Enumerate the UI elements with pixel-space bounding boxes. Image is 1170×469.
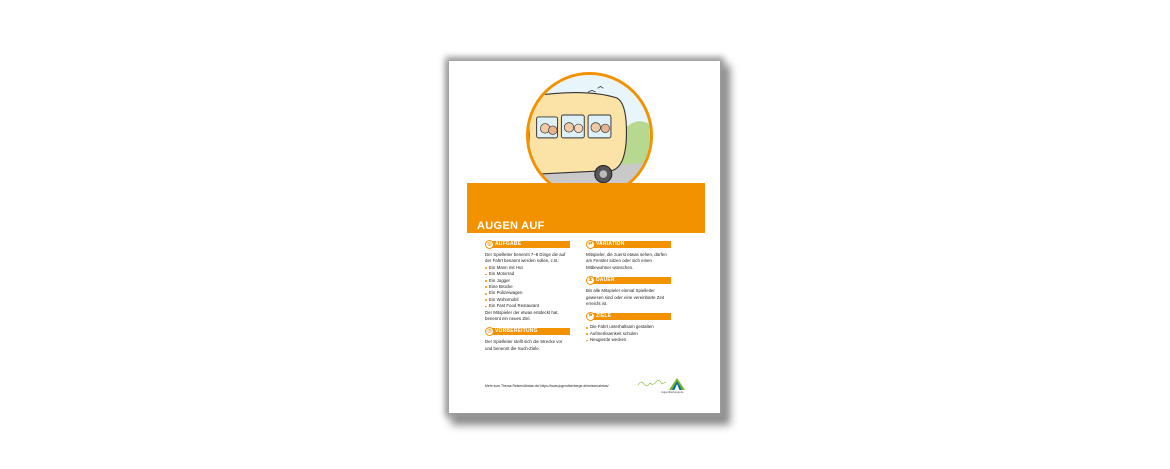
footer-link[interactable]: Mehr zum Thema Reisen/Ahrtas.de/ https://www.jugendherberge.de/reisen/ahrtas/ [485,384,609,388]
left-column [485,240,570,357]
bus-image [529,75,650,196]
signature-icon [637,379,667,388]
section-label: AUFGABE [492,241,570,248]
list-item: Eine Brücke [485,284,570,290]
section-text: Mitspieler, die zuerst etwas sehen, dürfen am Fenster sitzen oder sich einen Mitbewohner wünschen. [586,252,667,270]
section-text: Der Mitspieler der etwas entdeckt hat, benennt ein neues Ziel. [485,309,559,322]
bullet-list [485,265,570,310]
section-variation [586,240,671,271]
page-title: AUGEN AUF [477,220,545,232]
target-icon: ◎ [485,240,494,249]
list-item: Ein Wohnmobil [485,297,570,303]
triangle-logo-icon [669,378,685,390]
logo-caption: Jugendherberge.de [661,391,684,394]
list-item: Ein Mann mit Hut [485,265,570,271]
section-dauer [586,276,671,307]
section-label: ZIELE [593,313,671,320]
clock-icon: ◷ [485,327,494,336]
document-page [449,61,720,413]
shuffle-icon: ⇄ [586,240,595,249]
list-item: Neugierde wecken [586,337,671,343]
list-item: Ein Fast Food Restaurant [485,303,570,309]
section-label: VARIATION [593,241,671,248]
section-label: VORBEREITUNG [492,328,570,335]
list-item: Die Fahrt unterhaltsam gestalten [586,324,671,330]
right-column [586,240,671,349]
section-ziele [586,312,671,343]
section-vorbereitung [485,327,570,352]
bullet-list [586,324,671,343]
list-item: Ein Polizeiwagen [485,290,570,296]
bus-illustration [526,72,653,199]
list-item: Ein Motorrad [485,271,570,277]
list-item: Aufmerksamkeit schulen [586,331,671,337]
list-item: Ein Jogger [485,278,570,284]
section-aufgabe [485,240,570,322]
section-text: Der Spielleiter stellt sich die Strecke vor und benennt die Such-Ziele. [485,339,563,351]
section-label: DAUER [593,277,671,284]
hourglass-icon: ⧗ [586,276,595,285]
section-text: Der Spielleiter benennt 7–8 Dinge die auf der Fahrt benannt werden sollen, z.B.: [485,252,566,264]
flag-icon: ⚑ [586,312,595,321]
section-text: Bis alle Mitspieler einmal Spielleiter gewesen sind oder eine vereinbarte Zeit erreicht ist. [586,288,665,307]
